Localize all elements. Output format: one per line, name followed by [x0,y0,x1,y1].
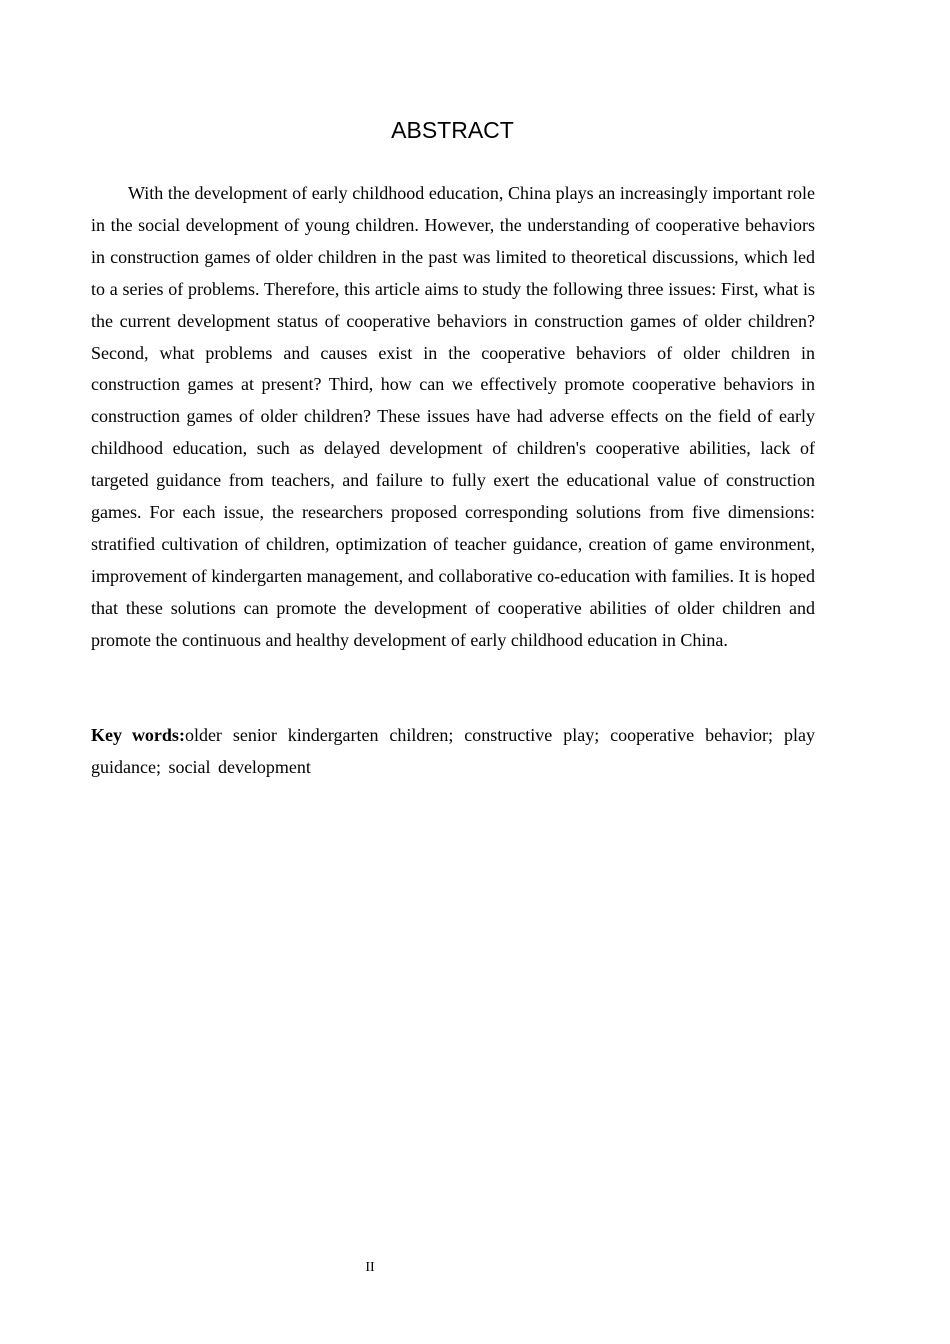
abstract-title: ABSTRACT [391,117,514,143]
page-number: II [365,1260,375,1275]
keywords-label: Key words: [91,725,185,745]
keywords-paragraph [91,720,815,784]
keywords-text: older senior kindergarten children; constructive play; cooperative behavior; play guidance; social development [91,725,815,777]
abstract-paragraph: With the development of early childhood education, China plays an increasingly important role in the social development of young children. However, the understanding of cooperative behaviors in construction games of older children in the past was limited to theoretical discussions, which led to a series of problems. Therefore, this article aims to study the following three issues: First, what is the current development status of cooperative behaviors in construction games of older children? Second, what problems and causes exist in the cooperative behaviors of older children in construction games at present? Third, how can we effectively promote cooperative behaviors in construction games of older children? These issues have had adverse effects on the field of early childhood education, such as delayed development of children's cooperative abilities, lack of targeted guidance from teachers, and failure to fully exert the educational value of construction games. For each issue, the researchers proposed corresponding solutions from five dimensions: stratified cultivation of children, optimization of teacher guidance, creation of game environment, improvement of kindergarten management, and collaborative co-education with families. It is hoped that these solutions can promote the development of cooperative abilities of older children and promote the continuous and healthy development of early childhood education in China. [91,183,815,650]
